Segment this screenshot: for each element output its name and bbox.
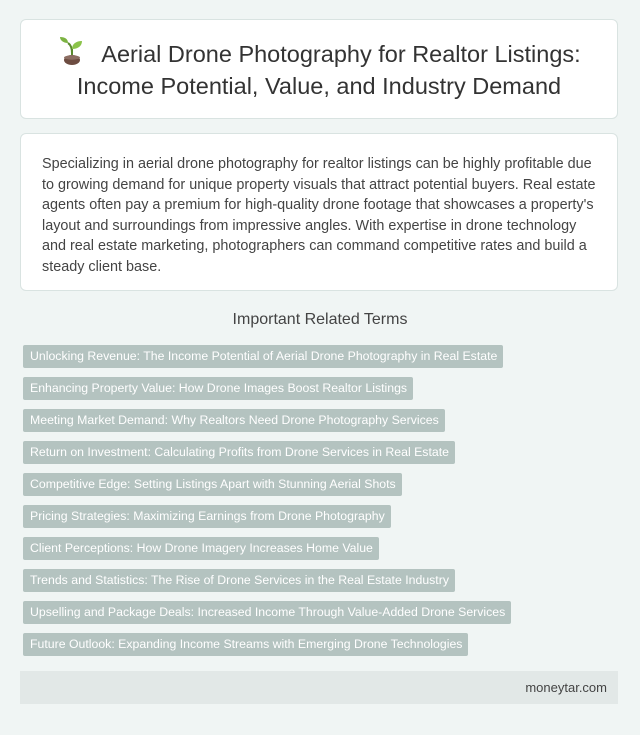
- page-title-text: Aerial Drone Photography for Realtor Listings: Income Potential, Value, and Industry Demand: [76, 41, 581, 99]
- related-term-link[interactable]: Competitive Edge: Setting Listings Apart with Stunning Aerial Shots: [23, 473, 402, 496]
- intro-card: [20, 133, 618, 291]
- sprout-icon: [57, 36, 87, 66]
- title-card: [20, 19, 618, 119]
- page-title: [21, 36, 617, 102]
- related-terms-list: [23, 345, 619, 665]
- related-term-link[interactable]: Pricing Strategies: Maximizing Earnings from Drone Photography: [23, 505, 391, 528]
- related-term-link[interactable]: Unlocking Revenue: The Income Potential of Aerial Drone Photography in Real Estate: [23, 345, 503, 368]
- related-term-link[interactable]: Upselling and Package Deals: Increased Income Through Value-Added Drone Services: [23, 601, 511, 624]
- intro-paragraph: Specializing in aerial drone photography for realtor listings can be highly profitable due to growing demand for unique property visuals that attract potential buyers. Real estate agents often pay a premium for high-quality drone footage that showcases a property's layout and surroundings from impressive angles. With expertise in drone technology and real estate marketing, photographers can command competitive rates and build a steady client base.: [42, 156, 596, 275]
- related-term-link[interactable]: Meeting Market Demand: Why Realtors Need Drone Photography Services: [23, 409, 445, 432]
- related-term-link[interactable]: Future Outlook: Expanding Income Streams with Emerging Drone Technologies: [23, 633, 468, 656]
- related-term-link[interactable]: Enhancing Property Value: How Drone Images Boost Realtor Listings: [23, 377, 413, 400]
- related-terms-heading: Important Related Terms: [232, 311, 408, 328]
- related-term-link[interactable]: Trends and Statistics: The Rise of Drone Services in the Real Estate Industry: [23, 569, 455, 592]
- related-term-link[interactable]: Return on Investment: Calculating Profits from Drone Services in Real Estate: [23, 441, 455, 464]
- footer: [20, 671, 618, 704]
- footer-site-name[interactable]: moneytar.com: [525, 680, 607, 695]
- related-term-link[interactable]: Client Perceptions: How Drone Imagery Increases Home Value: [23, 537, 379, 560]
